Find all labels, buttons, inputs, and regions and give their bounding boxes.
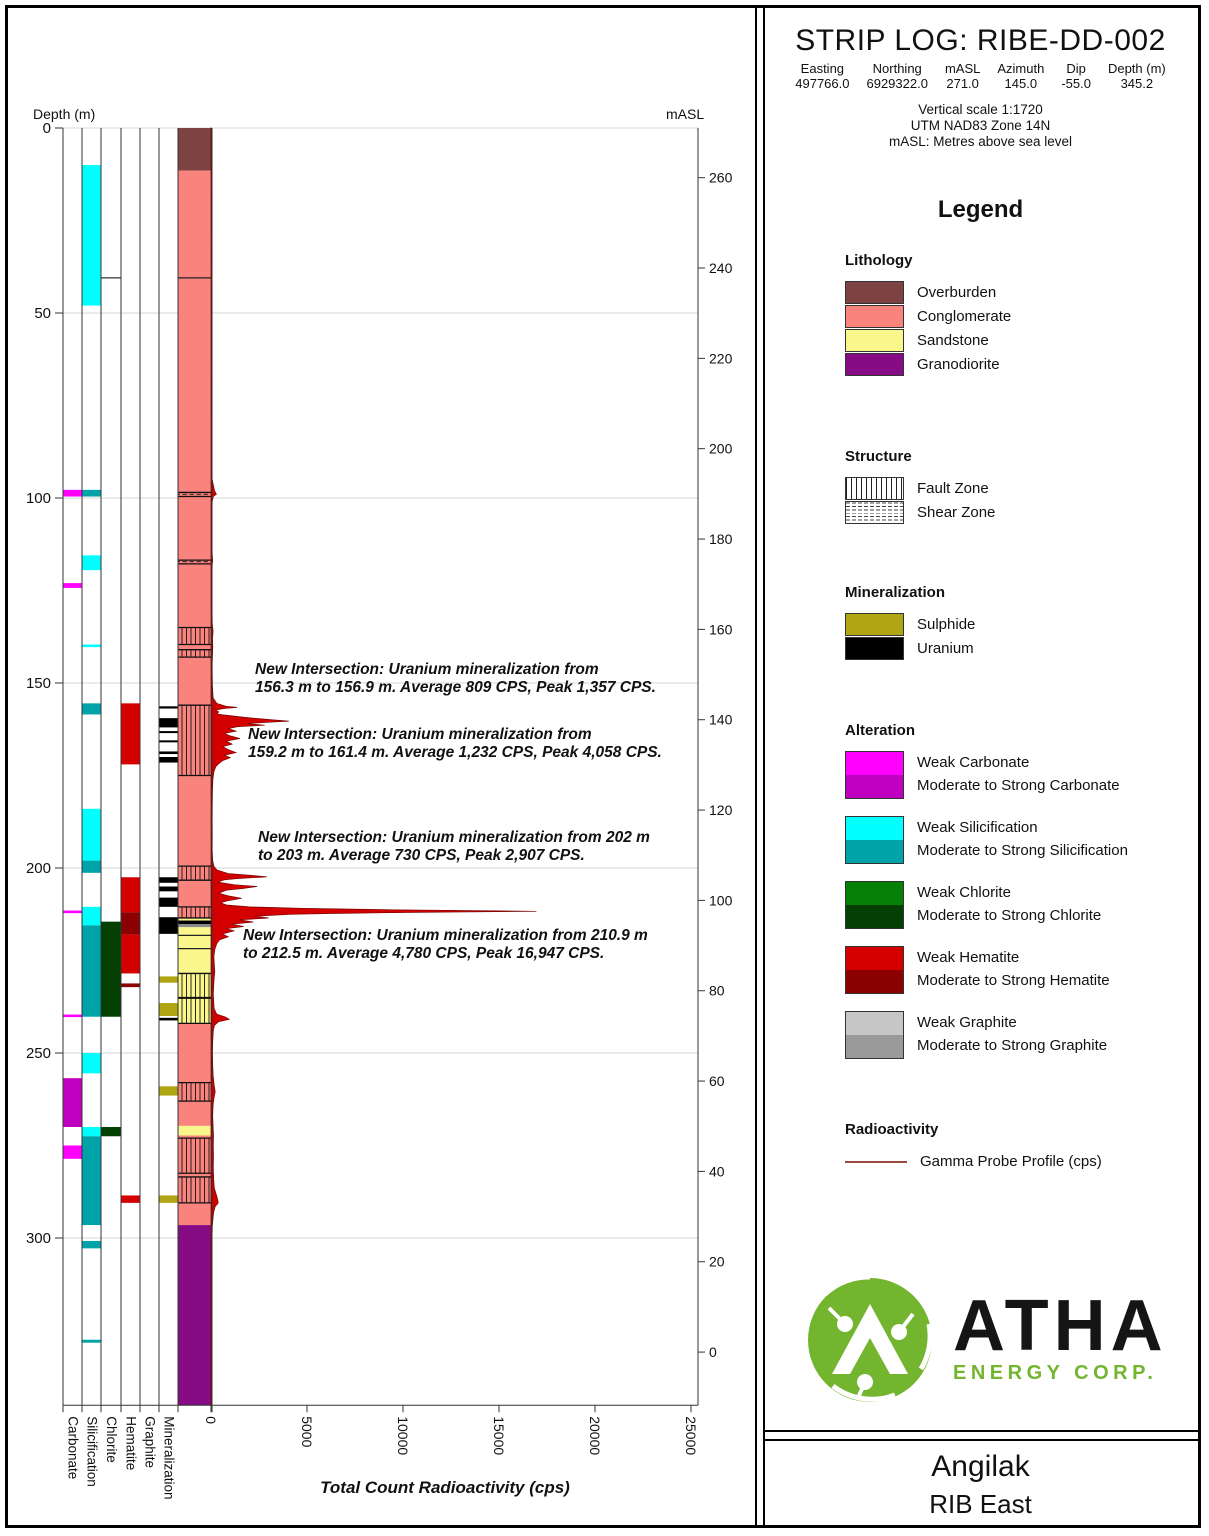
silicification-interval [83,1127,101,1136]
legend-item-label: Fault Zone [917,480,989,497]
weak-label: Weak Chlorite [917,884,1011,901]
lithology-sandstone [178,1126,212,1136]
masl-axis-label: mASL [666,106,705,122]
field-northing [866,61,927,91]
alteration-pair-labels [917,881,1101,929]
alteration-pair-swatch [845,816,904,864]
fault-zone [178,998,212,1023]
annotation-line: New Intersection: Uranium mineralization from [248,726,592,743]
legend-item [845,305,1190,328]
hematite-interval [122,877,140,912]
field-value: 6929322.0 [866,76,928,91]
svg-text:20000: 20000 [587,1416,603,1456]
lithology-graphite [178,924,212,927]
legend-pair-item [845,816,1190,864]
field-label: Depth (m) [1107,61,1166,76]
project-name: Angilak [931,1450,1030,1483]
company-logo [805,1274,1168,1404]
svg-text:0: 0 [709,1344,717,1361]
mineralization-interval [160,1195,178,1202]
svg-text:20: 20 [709,1253,725,1270]
silicification-interval [83,555,101,570]
hematite-interval [122,935,140,974]
field-label: Azimuth [997,61,1045,76]
legend-item [845,501,1190,524]
fault-zone [178,705,212,775]
weak-label: Weak Hematite [917,949,1020,966]
weak-swatch [846,752,903,775]
fault-zone [178,973,212,997]
field-easting [795,61,849,91]
svg-text:Mineralization: Mineralization [161,1416,177,1500]
svg-text:180: 180 [709,531,733,548]
intersection-annotation-2 [248,726,662,761]
info-panel [763,8,1198,1528]
svg-text:200: 200 [25,860,51,877]
lithology-conglomerate [178,171,212,918]
strong-label: Moderate to Strong Silicification [917,842,1128,859]
silicification-interval [83,703,101,714]
svg-text:100: 100 [25,490,51,507]
shear-zone-swatch [845,501,904,524]
alteration-pair-labels [917,816,1128,864]
strong-label: Moderate to Strong Graphite [917,1037,1108,1054]
carbonate-interval [64,583,82,588]
weak-label: Weak Graphite [917,1014,1017,1031]
legend-item-label: Sandstone [917,332,989,349]
chlorite-interval [102,1127,121,1136]
svg-text:25000: 25000 [683,1416,699,1456]
mineralization-interval [160,731,178,733]
gamma-profile-line-swatch [845,1161,907,1163]
hematite-interval [122,983,140,987]
svg-text:300: 300 [25,1230,51,1247]
field-value: 271.0 [946,76,979,91]
mineralization-interval [160,1018,178,1021]
mineralization-interval [160,1003,178,1016]
field-value: 145.0 [1004,76,1038,91]
svg-text:120: 120 [709,802,733,819]
note-masl: mASL: Metres above sea level [888,134,1073,149]
legend-item [845,353,1190,376]
svg-text:Carbonate: Carbonate [65,1416,81,1480]
svg-text:150: 150 [25,675,51,692]
mineralization-interval [160,887,178,892]
weak-swatch [846,882,903,905]
legend-item [845,1150,1190,1173]
field-value: 345.2 [1120,76,1154,91]
area-name: RIB East [929,1489,1032,1519]
svg-text:50: 50 [34,305,51,322]
company-subtitle: ENERGY CORP. [953,1361,1158,1384]
svg-text:10000: 10000 [395,1416,411,1456]
svg-text:160: 160 [709,621,733,638]
carbonate-interval [64,911,82,914]
mineralization-interval [160,898,178,907]
legend-item [845,613,1190,636]
log-title: STRIP LOG: RIBE-DD-002 [795,24,1166,57]
mineralization-interval [160,751,178,754]
field-depth [1108,61,1166,91]
field-masl [945,61,980,91]
legend-pair-item [845,946,1190,994]
mineralization-interval [160,740,178,742]
alteration-pair-swatch [845,1011,904,1059]
fault-zone-swatch [845,477,904,500]
silicification-interval [83,1241,101,1248]
mineralization-interval [160,706,178,708]
legend-item-label: Granodiorite [917,356,1000,373]
svg-text:40: 40 [709,1163,725,1180]
alteration-pair-labels [917,1011,1107,1059]
strong-swatch [846,840,903,863]
strong-label: Moderate to Strong Hematite [917,972,1110,989]
fault-zone [178,650,212,657]
silicification-interval [83,645,101,648]
legend-section-lithology [845,252,1190,377]
log-header [763,24,1198,150]
legend-section-title: Radioactivity [845,1121,939,1138]
mineralization-interval [160,757,178,763]
carbonate-interval [64,1146,82,1159]
silicification-interval [83,1340,101,1343]
field-label: Northing [872,61,922,76]
svg-text:200: 200 [709,440,733,457]
strong-label: Moderate to Strong Chlorite [917,907,1102,924]
depth-axis-label: Depth (m) [33,106,96,122]
legend-section-title: Structure [845,448,912,465]
carbonate-interval [64,1015,82,1018]
strong-swatch [846,1035,903,1058]
legend-item [845,477,1190,500]
intersection-annotation-3 [258,829,650,864]
silicification-interval [83,1136,101,1225]
alteration-pair-labels [917,751,1120,799]
svg-text:60: 60 [709,1073,725,1090]
legend-item-label: Gamma Probe Profile (cps) [920,1153,1102,1170]
intersection-annotation-1 [255,661,656,696]
silicification-interval [83,907,101,926]
strong-label: Moderate to Strong Carbonate [917,777,1120,794]
svg-text:140: 140 [709,711,733,728]
intersection-annotation-4 [243,927,648,962]
annotation-line: New Intersection: Uranium mineralization from 210.9 m [243,927,648,944]
mineralization-interval [160,976,178,982]
field-label: Dip [1066,61,1086,76]
silicification-interval [83,925,101,1016]
svg-text:260: 260 [709,169,733,186]
fault-zone [178,628,212,645]
radioactivity-axis-label: Total Count Radioactivity (cps) [320,1478,570,1497]
alteration-pair-labels [917,946,1110,994]
carbonate-interval [64,490,82,497]
legend-item [845,329,1190,352]
svg-text:240: 240 [709,260,733,277]
legend-item-label: Conglomerate [917,308,1012,325]
legend-item [845,637,1190,660]
legend-section-title: Lithology [845,252,913,269]
field-label: mASL [944,61,981,76]
mineralization-interval [160,718,178,727]
legend-item-label: Sulphide [917,616,976,633]
conglomerate-swatch [845,305,904,328]
fault-zone [178,1177,212,1203]
svg-text:Hematite: Hematite [123,1416,139,1471]
silicification-interval [83,861,101,873]
strong-swatch [846,905,903,928]
svg-text:15000: 15000 [491,1416,507,1456]
legend-pair-item [845,881,1190,929]
legend-title: Legend [937,196,1024,223]
note-scale: Vertical scale 1:1720 [918,102,1043,117]
svg-text:5000: 5000 [299,1416,315,1448]
footer-divider [763,1430,1198,1441]
legend-section-radioactivity [845,1121,1190,1174]
mineralization-interval [160,877,178,883]
company-name: ATHA [953,1285,1168,1366]
header-notes [763,102,1198,150]
weak-swatch [846,947,903,970]
field-value: -55.0 [1061,76,1091,91]
collar-fields [763,61,1198,91]
svg-text:100: 100 [709,892,733,909]
svg-text:80: 80 [709,982,725,999]
weak-swatch [846,817,903,840]
svg-text:0: 0 [203,1416,219,1425]
lithology-overburden [178,128,212,171]
annotation-line: to 212.5 m. Average 4,780 CPS, Peak 16,947 CPS. [243,944,605,962]
legend-section-title: Alteration [845,722,916,739]
alteration-pair-swatch [845,751,904,799]
legend-item-label: Overburden [917,284,997,301]
legend-pair-item [845,1011,1190,1059]
legend-pair-item [845,751,1190,799]
strong-swatch [846,775,903,798]
note-datum: UTM NAD83 Zone 14N [910,118,1051,133]
weak-label: Weak Carbonate [917,754,1030,771]
annotation-line: 159.2 m to 161.4 m. Average 1,232 CPS, Peak 4,058 CPS. [248,743,662,761]
legend-section-mineralization [845,584,1190,661]
lithology-uranium [178,921,212,925]
atha-logo-icon [805,1274,935,1404]
carbonate-interval [64,1078,82,1127]
legend-section-alteration [845,722,1190,1076]
svg-text:Graphite: Graphite [142,1416,158,1469]
chlorite-interval [102,922,121,1017]
field-azimuth [997,61,1044,91]
legend-item [845,281,1190,304]
weak-label: Weak Silicification [917,819,1038,836]
svg-text:Silicification: Silicification [84,1416,100,1487]
field-dip [1061,61,1091,91]
uranium-swatch [845,637,904,660]
sulphide-swatch [845,613,904,636]
gamma-probe-profile [211,128,536,1405]
silicification-interval [83,1053,101,1073]
svg-text:0: 0 [42,120,51,137]
svg-text:Chlorite: Chlorite [104,1416,119,1463]
legend-section-title: Mineralization [845,584,946,601]
overburden-swatch [845,281,904,304]
fault-zone [178,907,212,918]
alteration-pair-swatch [845,881,904,929]
annotation-line: to 203 m. Average 730 CPS, Peak 2,907 CPS. [258,846,585,864]
lithology-conglomerate [178,1023,212,1125]
hematite-interval [122,703,140,764]
hematite-interval [122,912,140,934]
annotation-line: New Intersection: Uranium mineralization from 202 m [258,829,650,846]
fault-zone [178,1138,212,1173]
fault-zone [178,1083,212,1102]
alteration-pair-swatch [845,946,904,994]
annotation-line: New Intersection: Uranium mineralization from [255,661,599,678]
mineralization-interval [160,917,178,934]
field-label: Easting [800,61,845,76]
strong-swatch [846,970,903,993]
weak-swatch [846,1012,903,1035]
annotation-line: 156.3 m to 156.9 m. Average 809 CPS, Peak 1,357 CPS. [255,678,656,696]
legend-item-label: Shear Zone [917,504,996,521]
hematite-interval [122,1195,140,1202]
legend-section-structure [845,448,1190,525]
silicification-interval [83,490,101,497]
company-wordmark [953,1285,1168,1385]
silicification-interval [83,165,101,306]
mineralization-interval [160,1086,178,1095]
granodiorite-swatch [845,353,904,376]
fault-zone [178,866,212,880]
sandstone-swatch [845,329,904,352]
svg-text:220: 220 [709,350,733,367]
lithology-granodiorite [178,1225,212,1405]
svg-text:250: 250 [25,1045,51,1062]
field-value: 497766.0 [795,76,850,91]
silicification-interval [83,809,101,861]
legend-item-label: Uranium [917,640,974,657]
